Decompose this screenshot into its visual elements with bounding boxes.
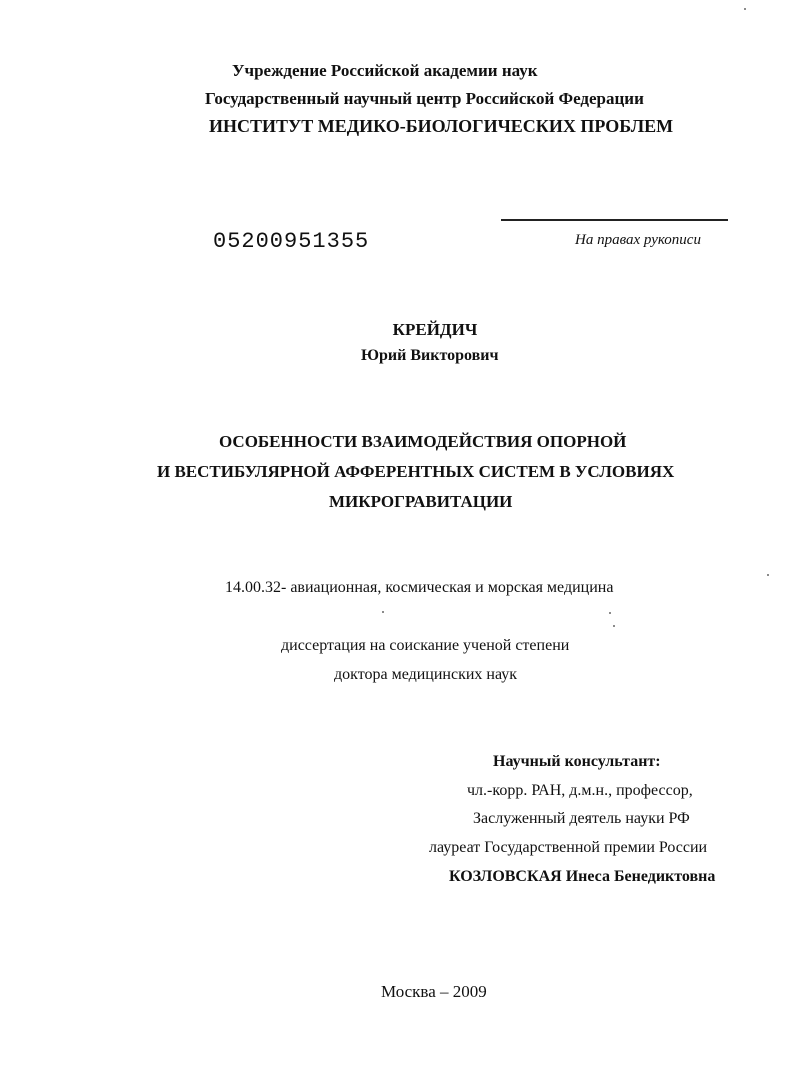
title-line-1: ОСОБЕННОСТИ ВЗАИМОДЕЙСТВИЯ ОПОРНОЙ	[219, 432, 627, 451]
author-surname: КРЕЙДИЧ	[392, 320, 478, 339]
signature-rule	[501, 219, 728, 221]
degree-line-2: доктора медицинских наук	[334, 666, 518, 683]
degree-line-1: диссертация на соискание ученой степени	[281, 637, 570, 654]
institution-line-1: Учреждение Российской академии наук	[232, 61, 538, 80]
scan-speck	[767, 574, 769, 576]
author-given-names: Юрий Викторович	[361, 347, 499, 364]
catalog-number: 05200951355	[213, 229, 370, 254]
title-line-3: МИКРОГРАВИТАЦИИ	[329, 492, 513, 511]
institution-line-2: Государственный научный центр Российской Федерации	[205, 89, 644, 108]
scan-speck	[744, 8, 746, 10]
institution-line-3: ИНСТИТУТ МЕДИКО-БИОЛОГИЧЕСКИХ ПРОБЛЕМ	[209, 116, 674, 136]
specialty: 14.00.32- авиационная, космическая и морская медицина	[225, 579, 614, 596]
consultant-heading: Научный консультант:	[493, 753, 661, 770]
title-line-2: И ВЕСТИБУЛЯРНОЙ АФФЕРЕНТНЫХ СИСТЕМ В УСЛОВИЯХ	[157, 462, 675, 481]
consultant-line-2: Заслуженный деятель науки РФ	[473, 810, 690, 827]
consultant-line-1: чл.-корр. РАН, д.м.н., профессор,	[467, 782, 693, 799]
scan-speck	[609, 612, 611, 614]
place-and-year: Москва – 2009	[381, 982, 487, 1001]
scan-speck	[613, 625, 615, 627]
rights-note: На правах рукописи	[575, 232, 701, 248]
scan-speck	[382, 611, 384, 613]
consultant-line-3: лауреат Государственной премии России	[429, 839, 708, 856]
consultant-name: КОЗЛОВСКАЯ Инеса Бенедиктовна	[449, 868, 716, 885]
